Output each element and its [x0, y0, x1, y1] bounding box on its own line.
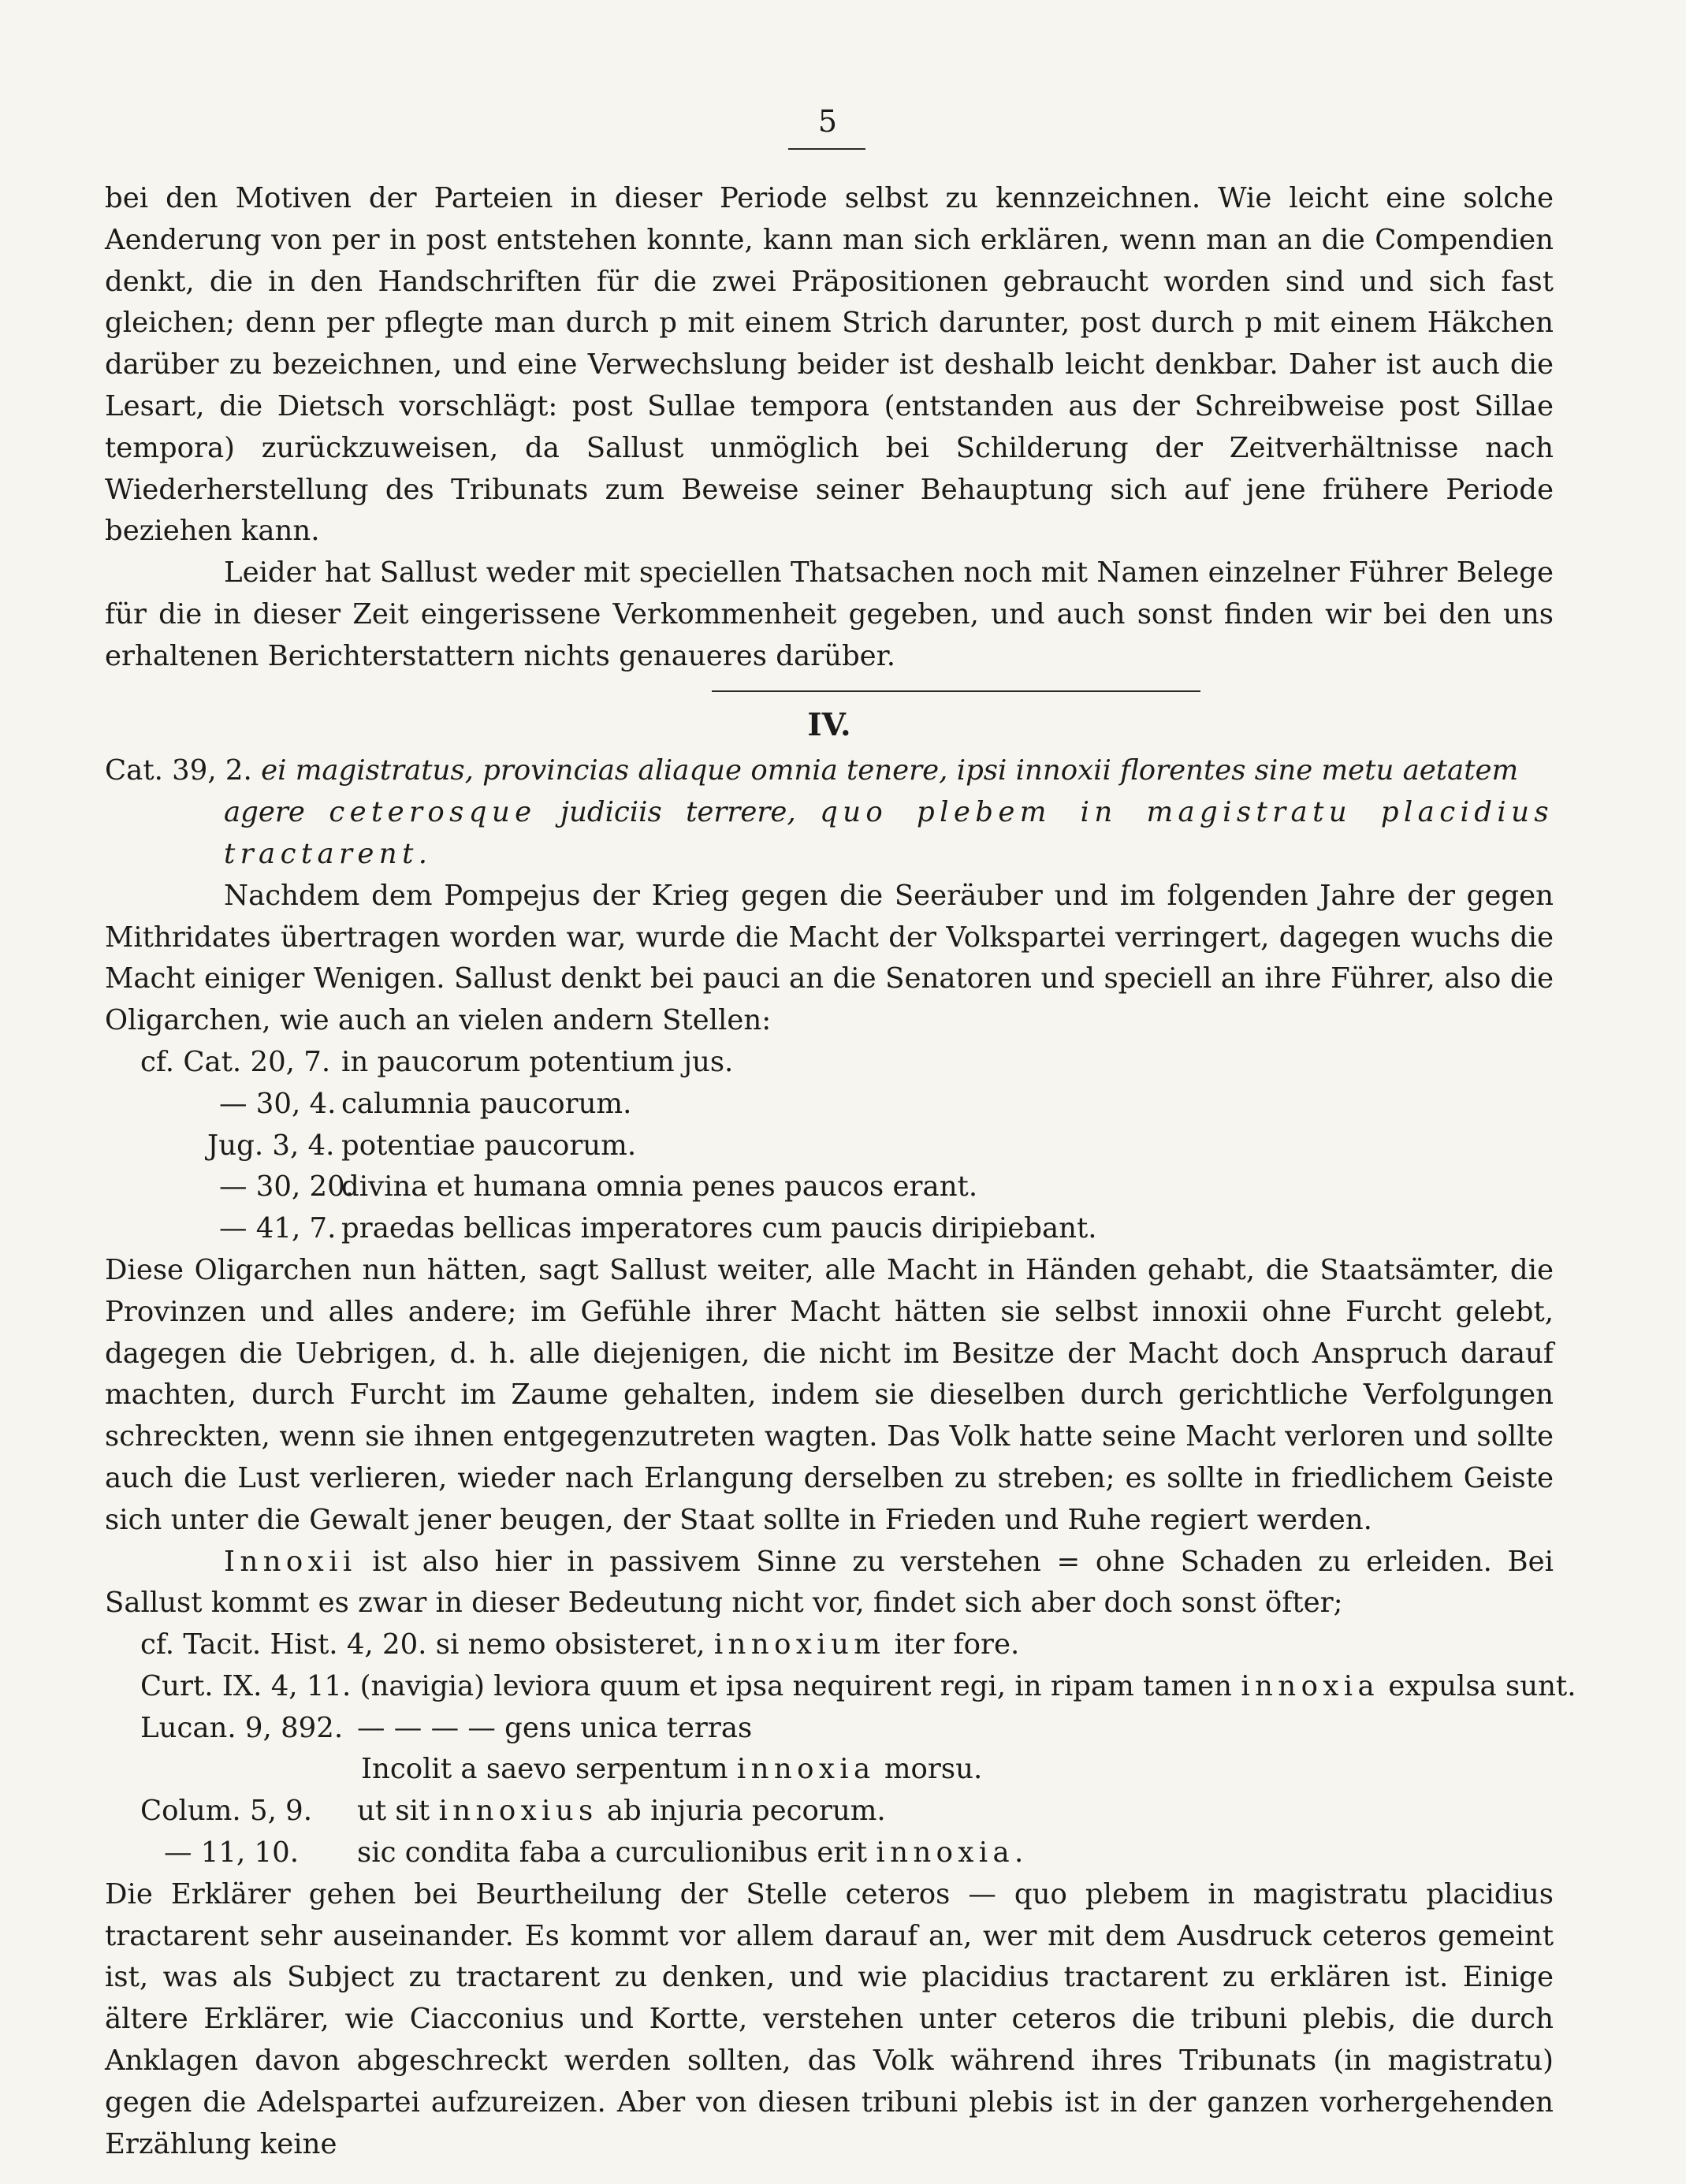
citation-row: [105, 1084, 1554, 1125]
quote-reference: Cat. 39, 2.: [105, 754, 252, 787]
citation-pre: sic condita faba a curculionibus erit: [357, 1836, 868, 1870]
quote-part-2a: agere: [224, 796, 305, 829]
citation-text: divina et humana omnia penes paucos erant.: [341, 1170, 978, 1204]
citation-source: — 30, 20.: [219, 1170, 354, 1204]
citation-row: [105, 1749, 1554, 1791]
citation-row: [105, 1666, 1576, 1708]
citation-source: Jug. 3, 4.: [207, 1129, 335, 1162]
citation-list-2: [105, 1624, 1576, 1874]
citation-pre: si nemo obsisteret,: [435, 1628, 705, 1661]
paragraph-5-text: ist also hier in passivem Sinne zu verstehen = ohne Schaden zu erleiden. Bei Sallust kommt es zwar in dieser Bedeutung nicht vor, findet sich aber doch sonst öfter;: [105, 1545, 1554, 1620]
citation-source: Colum. 5, 9.: [140, 1795, 313, 1828]
citation-row: [105, 1208, 1554, 1250]
quote-part-2c: judiciis terrere,: [560, 796, 796, 829]
citation-pre: ut sit: [357, 1795, 430, 1828]
citation-post: iter fore.: [894, 1628, 1020, 1661]
citation-row: [105, 1708, 1554, 1750]
citation-pre: — — — — gens unica terras: [357, 1711, 753, 1744]
quote-line-2: [105, 792, 1554, 876]
citation-row: [105, 1624, 1554, 1666]
citation-row: [105, 1832, 1554, 1874]
citation-pre: (navigia) leviora quum et ipsa nequirent regi, in ripam tamen: [359, 1669, 1233, 1702]
innoxii-spaced: Innoxii: [224, 1545, 357, 1578]
citation-text: in paucorum potentium jus.: [341, 1045, 734, 1078]
citation-spaced: innoxia.: [876, 1836, 1029, 1870]
paragraph-3: Nachdem dem Pompejus der Krieg gegen die Seeräuber und im folgenden Jahre der gegen Mithridates übertragen worden war, wurde die Macht der Volkspartei verringert, dagegen wuchs die Macht einiger Wenigen. Sallust denkt bei pauci an die Senatoren und speciell an ihre Führer, also die Oligarchen, wie auch an vielen andern Stellen:: [105, 879, 1554, 1037]
citation-source: Curt. IX. 4, 11.: [140, 1669, 352, 1702]
citation-source: cf. Tacit. Hist. 4, 20.: [140, 1628, 427, 1661]
citation-text: potentiae paucorum.: [341, 1129, 637, 1162]
page-number: 5: [817, 104, 838, 139]
citation-spaced: innoxia: [1241, 1669, 1380, 1702]
citation-row: [105, 1791, 1554, 1832]
citation-pre: Incolit a saevo serpentum: [361, 1753, 728, 1786]
citation-text: praedas bellicas imperatores cum paucis diripiebant.: [341, 1212, 1097, 1245]
citation-spaced: innoxius: [438, 1795, 598, 1828]
citation-source: — 30, 4.: [219, 1087, 337, 1120]
page-number-rule: [788, 148, 865, 150]
paragraph-6: Die Erklärer gehen bei Beurtheilung der Stelle ceteros — quo plebem in magistratu placidius tractarent sehr auseinander. Es kommt vor allem darauf an, wer mit dem Ausdruck ceteros gemeint ist, was als Subject zu tractarent zu denken, und wie placidius tractarent zu erklären ist. Einige ältere Erklärer, wie Ciacconius und Kortte, verstehen unter ceteros die tribuni plebis, die durch Anklagen davon abgeschreckt werden sollten, das Volk während ihres Tribunats (in magistratu) gegen die Adelspartei aufzureizen. Aber von diesen tribuni plebis ist in der ganzen vorhergehenden Erzählung keine: [105, 1877, 1554, 2160]
citation-source: — 41, 7.: [219, 1212, 337, 1245]
quote-part-2b: ceterosque: [329, 796, 537, 829]
citation-post: expulsa sunt.: [1388, 1669, 1576, 1702]
paragraph-4: Diese Oligarchen nun hätten, sagt Sallust weiter, alle Macht in Händen gehabt, die Staatsämter, die Provinzen und alles andere; im Gefühle ihrer Macht hätten sie selbst innoxii ohne Furcht gelebt, dagegen die Uebrigen, d. h. alle diejenigen, die nicht im Besitze der Macht doch Anspruch darauf machten, durch Furcht im Zaume gehalten, indem sie dieselben durch gerichtliche Verfolgungen schreckten, wenn sie ihnen entgegenzutreten wagten. Das Volk hatte seine Macht verloren und sollte auch die Lust verlieren, wieder nach Erlangung derselben zu streben; es sollte in friedlichem Geiste sich unter die Gewalt jener beugen, der Staat sollte in Frieden und Ruhe regiert werden.: [105, 1253, 1554, 1536]
citation-spaced: innoxium: [713, 1628, 886, 1661]
paragraph-2: Leider hat Sallust weder mit speciellen Thatsachen noch mit Namen einzelner Führer Belege für die in dieser Zeit eingerissene Verkommenheit gegeben, und auch sonst finden wir bei den uns erhaltenen Berichterstattern nichts genaueres darüber.: [105, 556, 1554, 672]
section-heading: IV.: [807, 706, 851, 743]
citation-source: cf. Cat. 20, 7.: [140, 1045, 331, 1078]
body-text: [105, 178, 1576, 2165]
quoted-passage: [105, 750, 1554, 875]
paragraph-1: bei den Motiven der Parteien in dieser Periode selbst zu kennzeichnen. Wie leicht eine solche Aenderung von per in post entstehen konnte, kann man sich erklären, wenn man an die Compendien denkt, die in den Handschriften für die zwei Präpositionen gebraucht worden sind und sich fast gleichen; denn per pflegte man durch p mit einem Strich darunter, post durch p mit einem Häkchen darüber zu bezeichnen, und eine Verwechslung beider ist deshalb leicht denkbar. Daher ist auch die Lesart, die Dietsch vorschlägt: post Sullae tempora (entstanden aus der Schreibweise post Sillae tempora) zurückzuweisen, da Sallust unmöglich bei Schilderung der Zeitverhältnisse nach Wiederherstellung des Tribunats zum Beweise seiner Behauptung sich auf jene frühere Periode beziehen kann.: [105, 182, 1554, 548]
quote-part-1: ei magistratus, provincias aliaque omnia tenere, ipsi innoxii florentes sine metu aetatem: [261, 754, 1519, 787]
citation-post: ab injuria pecorum.: [606, 1795, 886, 1828]
paragraph-5: [105, 1542, 1554, 1625]
citation-spaced: innoxia: [736, 1753, 876, 1786]
citation-text: calumnia paucorum.: [341, 1087, 632, 1120]
citation-post: morsu.: [884, 1753, 983, 1786]
quote-part-2d: quo plebem in magistratu placidius tractarent.: [224, 796, 1554, 870]
section-divider: [712, 690, 1200, 692]
citation-source: — 11, 10.: [164, 1836, 299, 1870]
citation-source: Lucan. 9, 892.: [140, 1711, 344, 1744]
citation-row: [105, 1042, 1554, 1084]
citation-row: [105, 1125, 1554, 1167]
citation-row: [105, 1166, 1554, 1208]
citation-list-1: [105, 1042, 1554, 1250]
